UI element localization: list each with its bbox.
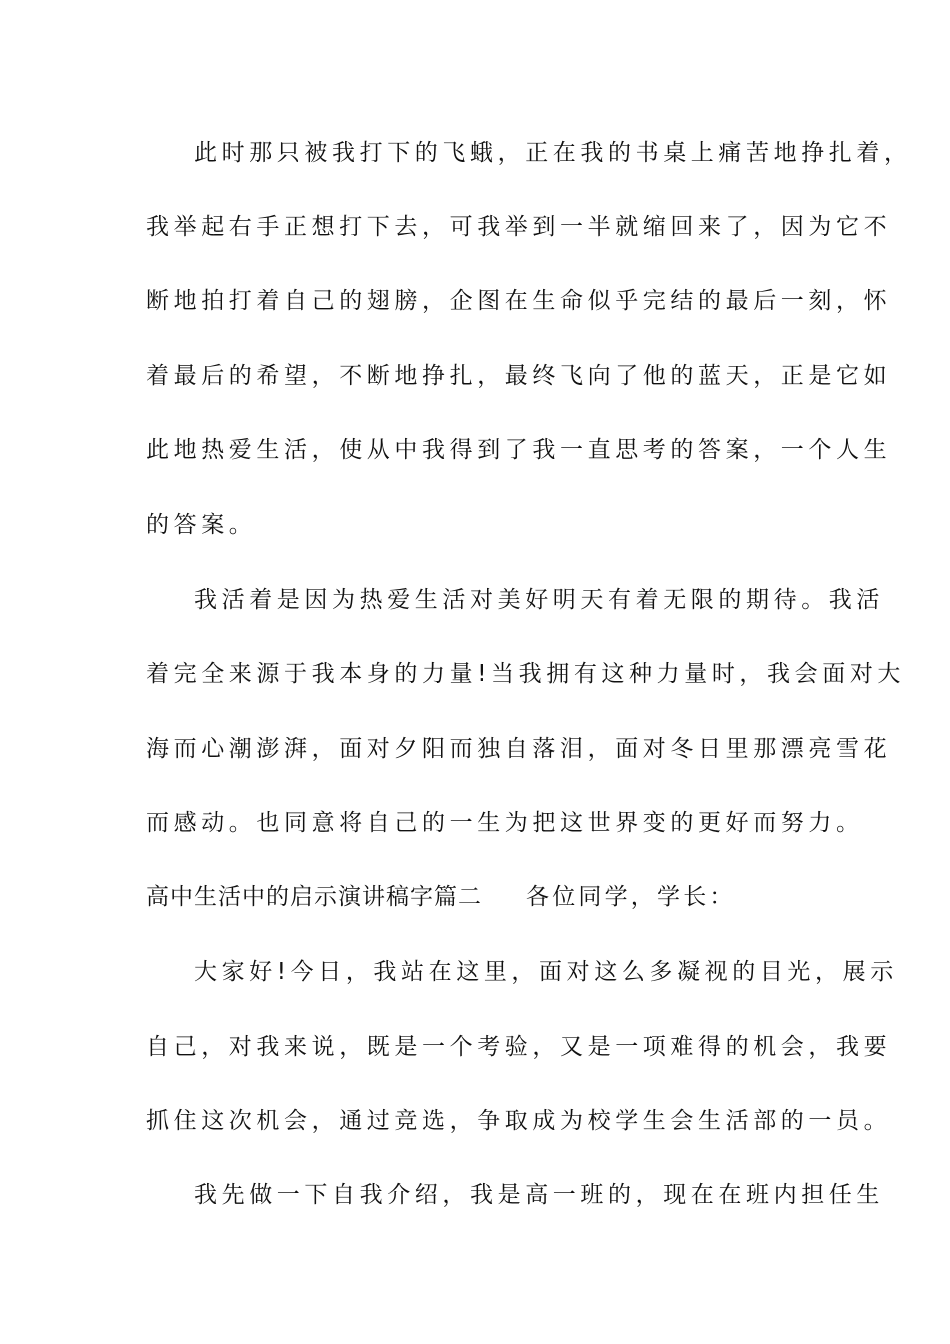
paragraph-line: 我举起右手正想打下去，可我举到一半就缩回来了，因为它不 xyxy=(146,214,892,240)
paragraph-line: 我先做一下自我介绍，我是高一班的，现在在班内担任生 xyxy=(194,1182,884,1208)
paragraph-line: 着完全来源于我本身的力量!当我拥有这种力量时，我会面对大 xyxy=(146,661,906,687)
paragraph-line: 海而心潮澎湃，面对夕阳而独自落泪，面对冬日里那漂亮雪花 xyxy=(146,736,892,762)
section-heading xyxy=(146,882,826,912)
paragraph-line: 大家好!今日，我站在这里，面对这么多凝视的目光，展示 xyxy=(194,959,898,985)
paragraph-line: 自己，对我来说，既是一个考验，又是一项难得的机会，我要 xyxy=(146,1034,892,1060)
paragraph-line: 我活着是因为热爱生活对美好明天有着无限的期待。我活 xyxy=(194,587,884,613)
paragraph-line: 着最后的希望，不断地挣扎，最终飞向了他的蓝天，正是它如 xyxy=(146,363,892,389)
paragraph-line: 此时那只被我打下的飞蛾，正在我的书桌上痛苦地挣扎着， xyxy=(194,140,912,166)
salutation: 各位同学，学长： xyxy=(526,884,736,910)
paragraph-line: 而感动。也同意将自己的一生为把这世界变的更好而努力。 xyxy=(146,810,864,836)
section-title: 高中生活中的启示演讲稿字篇二 xyxy=(146,884,482,910)
paragraph-line: 断地拍打着自己的翅膀，企图在生命似乎完结的最后一刻，怀 xyxy=(146,288,892,314)
paragraph-line: 的答案。 xyxy=(146,512,257,538)
paragraph-line: 此地热爱生活，使从中我得到了我一直思考的答案，一个人生 xyxy=(146,437,892,463)
paragraph-line: 抓住这次机会，通过竞选，争取成为校学生会生活部的一员。 xyxy=(146,1108,892,1134)
